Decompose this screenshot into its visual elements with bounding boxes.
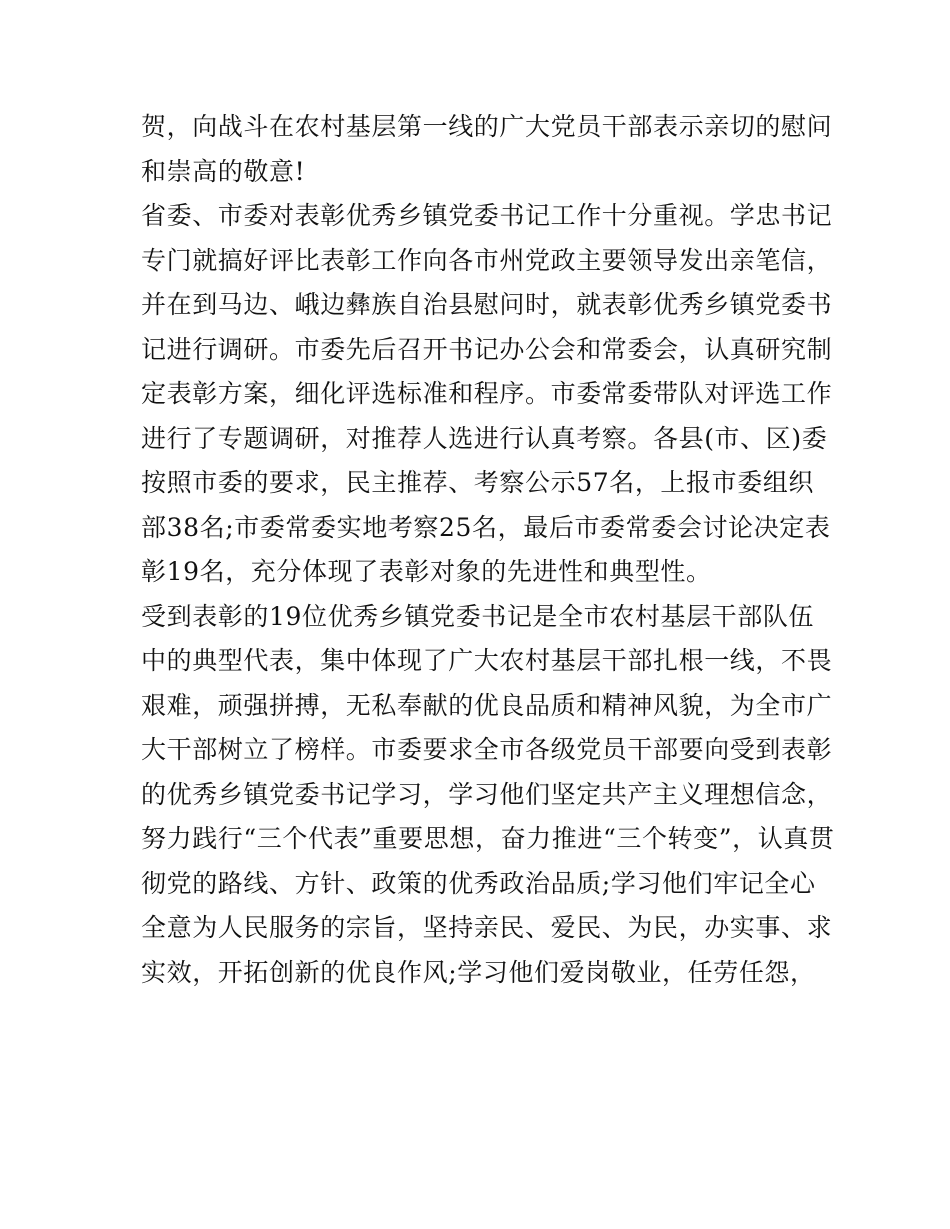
text-line: 彰19名，充分体现了表彰对象的先进性和典型性。: [141, 557, 712, 586]
text-line: 大干部树立了榜样。市委要求全市各级党员干部要向受到表彰: [141, 735, 833, 764]
text-line: 和崇高的敬意!: [141, 156, 306, 186]
text-line: 部38名;市委常委实地考察25名，最后市委常委会讨论决定表: [141, 512, 831, 542]
text-line: 省委、市委对表彰优秀乡镇党委书记工作十分重视。学忠书记: [141, 201, 833, 230]
text-line: 实效，开拓创新的优良作风;学习他们爱岗敬业，任劳任怨，: [141, 957, 816, 987]
text-line: 全意为人民服务的宗旨，坚持亲民、爱民、为民，办实事、求: [141, 913, 833, 942]
body-text: [141, 105, 835, 995]
text-line: 中的典型代表，集中体现了广大农村基层干部扎根一线，不畏: [141, 646, 833, 675]
text-line: 贺，向战斗在农村基层第一线的广大党员干部表示亲切的慰问: [141, 112, 833, 141]
text-line: 努力践行“三个代表”重要思想，奋力推进“三个转变”，认真贯: [141, 824, 835, 853]
text-line: 按照市委的要求，民主推荐、考察公示57名，上报市委组织: [141, 468, 815, 497]
text-line: 定表彰方案，细化评选标准和程序。市委常委带队对评选工作: [141, 379, 833, 408]
text-line: 进行了专题调研，对推荐人选进行认真考察。各县(市、区)委: [141, 423, 828, 453]
text-line: 艰难，顽强拼搏，无私奉献的优良品质和精神风貌，为全市广: [141, 690, 833, 720]
text-line: 记进行调研。市委先后召开书记办公会和常委会，认真研究制: [141, 334, 833, 364]
text-line: 的优秀乡镇党委书记学习，学习他们坚定共产主义理想信念，: [141, 779, 833, 809]
text-line: 专门就搞好评比表彰工作向各市州党政主要领导发出亲笔信，: [141, 245, 833, 275]
text-line: 并在到马边、峨边彝族自治县慰问时，就表彰优秀乡镇党委书: [141, 290, 833, 319]
text-line: 受到表彰的19位优秀乡镇党委书记是全市农村基层干部队伍: [141, 601, 815, 631]
text-line: 彻党的路线、方针、政策的优秀政治品质;学习他们牢记全心: [141, 868, 816, 898]
